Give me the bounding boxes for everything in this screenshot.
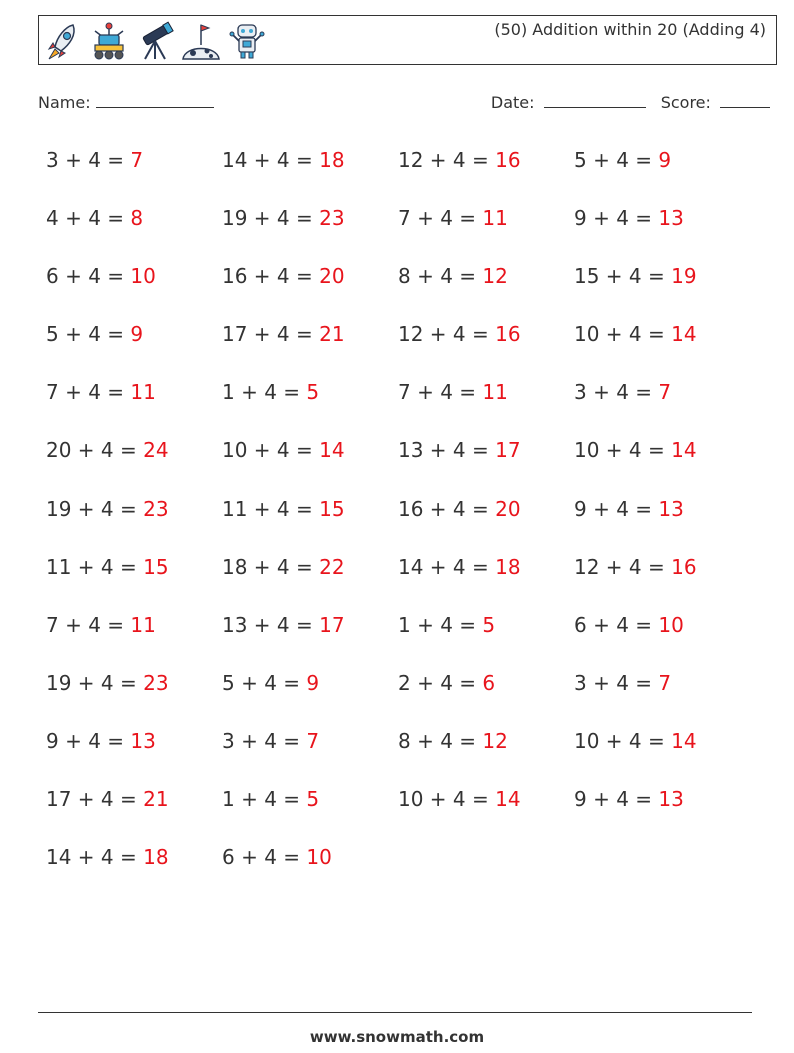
problem-cell: [222, 432, 398, 468]
problem-answer: 7: [130, 148, 144, 172]
problem-question: 12 + 4 =: [398, 322, 496, 347]
problem-answer: 13: [658, 787, 684, 812]
telescope-icon: [135, 19, 175, 63]
problem-question: 19 + 4 =: [222, 206, 320, 231]
problem-answer: 18: [143, 845, 169, 870]
problem-question: 4 + 4 =: [46, 206, 131, 231]
problem-question: 6 + 4 =: [222, 845, 307, 870]
date-blank[interactable]: [544, 93, 646, 108]
problem-cell: [398, 781, 574, 817]
problem-answer: 11: [130, 612, 156, 637]
problem-question: 1 + 4 =: [222, 380, 307, 405]
problem-answer: 23: [143, 496, 169, 521]
problem-cell: [398, 432, 574, 468]
problem-question: 8 + 4 =: [398, 728, 483, 753]
problem-row: [46, 258, 766, 316]
problem-cell: [398, 200, 574, 236]
problem-question: 14 + 4 =: [398, 554, 496, 579]
problem-cell: [398, 374, 574, 410]
problem-answer: 15: [143, 554, 169, 579]
problem-question: 19 + 4 =: [46, 496, 144, 521]
problem-question: 15 + 4 =: [574, 264, 672, 289]
problem-question: 6 + 4 =: [46, 264, 131, 289]
problem-row: [46, 549, 766, 607]
problem-cell: [222, 665, 398, 701]
problem-cell: [46, 200, 222, 236]
problem-question: 14 + 4 =: [222, 148, 320, 172]
footer-divider: [38, 1012, 752, 1013]
problem-cell: [222, 316, 398, 352]
problem-cell: [398, 142, 574, 178]
problem-cell: [574, 142, 750, 178]
problem-cell: [574, 258, 750, 294]
problem-question: 16 + 4 =: [398, 496, 496, 521]
problem-cell: [574, 316, 750, 352]
problem-question: 3 + 4 =: [46, 148, 131, 172]
problem-answer: 21: [319, 322, 345, 347]
problem-answer: 10: [306, 845, 332, 870]
worksheet-title: (50) Addition within 20 (Adding 4): [494, 20, 766, 39]
problem-cell: [574, 723, 750, 759]
problem-answer: 22: [319, 554, 345, 579]
problem-answer: 17: [495, 438, 521, 463]
problem-cell: [222, 549, 398, 585]
problem-cell: [222, 723, 398, 759]
problem-answer: 23: [143, 670, 169, 695]
problem-cell: [222, 374, 398, 410]
problem-answer: 16: [671, 554, 697, 579]
problem-answer: 23: [319, 206, 345, 231]
problem-answer: 10: [658, 612, 684, 637]
problem-row: [46, 432, 766, 490]
problem-answer: 7: [658, 670, 672, 695]
problem-question: 9 + 4 =: [574, 206, 659, 231]
problem-cell: [46, 839, 222, 875]
problem-answer: 13: [658, 206, 684, 231]
problem-cell: [398, 491, 574, 527]
problem-question: 17 + 4 =: [222, 322, 320, 347]
problem-cell: [222, 200, 398, 236]
problem-question: 18 + 4 =: [222, 554, 320, 579]
problem-cell: [398, 665, 574, 701]
problem-question: 2 + 4 =: [398, 670, 483, 695]
problem-cell: [222, 491, 398, 527]
problem-question: 9 + 4 =: [46, 728, 131, 753]
score-blank[interactable]: [720, 93, 770, 108]
problem-question: 7 + 4 =: [46, 612, 131, 637]
problem-question: 13 + 4 =: [222, 612, 320, 637]
problem-row: [46, 316, 766, 374]
problem-question: 3 + 4 =: [574, 670, 659, 695]
problem-answer: 18: [319, 148, 345, 172]
problem-cell: [574, 200, 750, 236]
problem-answer: 20: [319, 264, 345, 289]
problem-answer: 12: [482, 728, 508, 753]
problem-row: [46, 491, 766, 549]
problem-answer: 5: [306, 787, 320, 812]
problem-question: 11 + 4 =: [222, 496, 320, 521]
problem-answer: 16: [495, 148, 521, 172]
problem-cell: [574, 374, 750, 410]
problem-cell: [398, 723, 574, 759]
problem-answer: 21: [143, 787, 169, 812]
problem-cell: [46, 142, 222, 178]
problem-question: 17 + 4 =: [46, 787, 144, 812]
problem-answer: 14: [671, 322, 697, 347]
problem-question: 10 + 4 =: [574, 728, 672, 753]
problem-answer: 14: [671, 728, 697, 753]
problem-answer: 11: [482, 380, 508, 405]
problem-answer: 12: [482, 264, 508, 289]
problem-cell: [398, 258, 574, 294]
problem-answer: 5: [306, 380, 320, 405]
problem-row: [46, 665, 766, 723]
problem-cell: [46, 316, 222, 352]
problem-question: 13 + 4 =: [398, 438, 496, 463]
problem-cell: [46, 374, 222, 410]
problem-question: 10 + 4 =: [222, 438, 320, 463]
problem-answer: 7: [306, 728, 320, 753]
problem-row: [46, 142, 766, 200]
moon-flag-icon: [181, 19, 221, 63]
name-blank[interactable]: [96, 93, 214, 108]
problem-question: 16 + 4 =: [222, 264, 320, 289]
problem-cell: [574, 781, 750, 817]
problem-cell: [398, 607, 574, 643]
problem-answer: 6: [482, 670, 496, 695]
problem-answer: 14: [495, 787, 521, 812]
problem-answer: 14: [319, 438, 345, 463]
score-label: Score:: [660, 93, 711, 112]
problem-answer: 9: [306, 670, 320, 695]
problem-cell: [574, 607, 750, 643]
problem-question: 7 + 4 =: [46, 380, 131, 405]
problem-question: 10 + 4 =: [574, 322, 672, 347]
problem-question: 9 + 4 =: [574, 496, 659, 521]
problem-question: 5 + 4 =: [574, 148, 659, 172]
problem-question: 3 + 4 =: [574, 380, 659, 405]
problem-cell: [46, 723, 222, 759]
problem-cell: [222, 258, 398, 294]
problem-cell: [222, 607, 398, 643]
problem-answer: 17: [319, 612, 345, 637]
problem-answer: 9: [130, 322, 144, 347]
problem-row: [46, 781, 766, 839]
problem-question: 7 + 4 =: [398, 206, 483, 231]
problem-cell: [46, 432, 222, 468]
problem-cell: [46, 549, 222, 585]
date-label: Date:: [490, 93, 535, 112]
problem-answer: 24: [143, 438, 169, 463]
problem-answer: 14: [671, 438, 697, 463]
problem-answer: 18: [495, 554, 521, 579]
problem-cell: [46, 665, 222, 701]
rocket-icon: [43, 19, 83, 63]
problem-answer: 19: [671, 264, 697, 289]
problem-cell: [574, 491, 750, 527]
problem-question: 1 + 4 =: [222, 787, 307, 812]
problem-cell: [46, 258, 222, 294]
problem-question: 6 + 4 =: [574, 612, 659, 637]
problem-row: [46, 839, 766, 897]
problem-question: 10 + 4 =: [398, 787, 496, 812]
problem-question: 12 + 4 =: [398, 148, 496, 172]
problem-question: 14 + 4 =: [46, 845, 144, 870]
problem-answer: 16: [495, 322, 521, 347]
problem-answer: 11: [482, 206, 508, 231]
name-field: [38, 93, 214, 112]
problem-question: 3 + 4 =: [222, 728, 307, 753]
problem-question: 12 + 4 =: [574, 554, 672, 579]
problem-question: 1 + 4 =: [398, 612, 483, 637]
problem-question: 5 + 4 =: [222, 670, 307, 695]
date-score-fields: [481, 93, 770, 112]
problem-cell: [574, 432, 750, 468]
problem-cell: [574, 549, 750, 585]
problem-cell: [222, 142, 398, 178]
problem-answer: 5: [482, 612, 496, 637]
footer-url: www.snowmath.com: [309, 1028, 485, 1046]
problem-row: [46, 723, 766, 781]
robot-icon: [227, 19, 267, 63]
problem-answer: 11: [130, 380, 156, 405]
problem-answer: 9: [658, 148, 672, 172]
problem-question: 9 + 4 =: [574, 787, 659, 812]
problem-question: 5 + 4 =: [46, 322, 131, 347]
problem-answer: 8: [130, 206, 144, 231]
problem-cell: [398, 316, 574, 352]
problem-question: 7 + 4 =: [398, 380, 483, 405]
problem-answer: 13: [130, 728, 156, 753]
problem-question: 8 + 4 =: [398, 264, 483, 289]
problem-cell: [398, 549, 574, 585]
problem-question: 19 + 4 =: [46, 670, 144, 695]
problem-answer: 10: [130, 264, 156, 289]
problem-grid: [46, 142, 766, 897]
header-icons: [43, 19, 267, 63]
problem-answer: 7: [658, 380, 672, 405]
problem-row: [46, 607, 766, 665]
problem-question: 20 + 4 =: [46, 438, 144, 463]
problem-cell: [46, 781, 222, 817]
problem-row: [46, 200, 766, 258]
problem-row: [46, 374, 766, 432]
problem-answer: 15: [319, 496, 345, 521]
rover-icon: [89, 19, 129, 63]
problem-answer: 13: [658, 496, 684, 521]
problem-cell: [574, 665, 750, 701]
problem-answer: 20: [495, 496, 521, 521]
problem-cell: [46, 491, 222, 527]
name-label: Name:: [38, 93, 91, 112]
problem-cell: [222, 839, 398, 875]
problem-cell: [222, 781, 398, 817]
problem-question: 10 + 4 =: [574, 438, 672, 463]
problem-cell: [46, 607, 222, 643]
problem-question: 11 + 4 =: [46, 554, 144, 579]
worksheet-header: [38, 15, 777, 65]
